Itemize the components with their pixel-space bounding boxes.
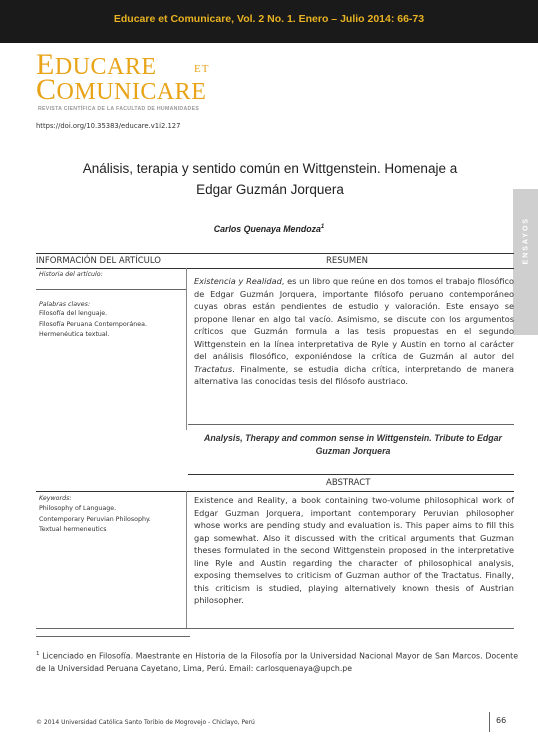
column-divider-2 <box>186 491 187 628</box>
keyword-es: Hermenéutica textual. <box>39 331 110 338</box>
logo-subtitle: REVISTA CIENTÍFICA DE LA FACULTAD DE HUMANIDADES <box>38 106 200 112</box>
keyword-en: Contemporary Peruvian Philosophy. <box>39 515 151 523</box>
column-divider-1 <box>186 268 187 430</box>
title-line-2: Edgar Guzmán Jorquera <box>196 182 344 197</box>
abstract-heading: ABSTRACT <box>326 478 371 488</box>
rule-en-title-top <box>188 424 514 425</box>
abstract-text: Existence and Reality, a book containing two-volume philosophical work of Edgar Guzman Jorquera, important contemporary Peruvian philosopher whose works are pending study and evaluation is. This paper aims to fill this gap somewhat. Also it discussed with the critical arguments that Guzman theses formulated in the second Wittgenstein proposed in the interpretative line Ryle and Austin regarding the character of philosophical analysis, exposing themselves to criticism of Guzman author of the Tractatus. Finally, this criticism is studied, playing alternatively known thesis of Austrian philosopher. <box>194 495 514 605</box>
keywords-es-label: Palabras claves: <box>39 301 91 308</box>
keyword-en: Textual hermeneutics <box>39 526 107 533</box>
section-label: ENSAYOS <box>522 216 530 265</box>
journal-logo <box>36 48 296 112</box>
rule-history <box>36 289 186 290</box>
keyword-es: Filosofía Peruana Contemporánea. <box>39 320 147 328</box>
english-title: Analysis, Therapy and common sense in Wittgenstein. Tribute to Edgar Guzman Jorquera <box>204 433 502 456</box>
keywords-es-list <box>39 309 147 341</box>
keywords-en-list <box>39 504 151 536</box>
info-heading: INFORMACIÓN DEL ARTÍCULO <box>36 256 161 266</box>
logo-et: ET <box>194 63 210 75</box>
rule-heading-bottom <box>36 268 514 269</box>
rule-abstract-heading-bottom <box>36 491 514 492</box>
keyword-es: Filosofía del lenguaje. <box>39 310 108 317</box>
article-title <box>30 158 510 200</box>
title-line-1: Análisis, terapia y sentido común en Wittgenstein. Homenaje a <box>82 161 458 176</box>
keywords-en-label: Keywords: <box>39 495 72 502</box>
rule-abstract-top <box>188 474 514 475</box>
logo-line-educare: EDUCARE <box>36 48 157 81</box>
copyright-footer: © 2014 Universidad Católica Santo Toribio de Mogrovejo - Chiclayo, Perú <box>36 719 255 726</box>
footnote: $^1$ Licenciado en Filosofía. Maestrante en Historia de la Filosofía por la Universidad Nacional Mayor de San Marcos. Docente de la Universidad Peruana Cayetano, Lima, Perú. Email: carlosquenaya@upch.pe <box>36 651 518 673</box>
keyword-en: Philosophy of Language. <box>39 505 117 512</box>
author-name: Carlos Quenaya Mendoza$^1$ <box>213 224 325 234</box>
logo-line-comunicare: COMUNICARE <box>36 73 207 106</box>
page-number: 66 <box>496 716 507 725</box>
history-label: Historia del artículo: <box>39 271 103 278</box>
doi-link[interactable]: https://doi.org/10.35383/educare.v1i2.127 <box>36 122 181 130</box>
author-footnote-mark: 1 <box>320 224 325 231</box>
footer-divider <box>489 712 490 732</box>
journal-citation: Educare et Comunicare, Vol. 2 No. 1. Enero – Julio 2014: 66-73 <box>113 13 425 25</box>
rule-top <box>36 253 514 254</box>
footnote-separator <box>36 636 190 637</box>
section-side-tab <box>513 189 538 335</box>
journal-header-bar <box>0 0 538 43</box>
rule-bottom <box>36 628 514 629</box>
resumen-text: Existencia y Realidad, es un libro que reúne en dos tomos el trabajo filosófico de Edgar Guzmán Jorquera, importante filósofo peruano contemporáneo cuyas obras están pendientes de estudio y valoración. Este ensayo se propone llenar en algo tal vacío. Asimismo, se discute con los argumentos críticos que Guzmán formula a las tesis propuestas en el segundo Wittgenstein en la línea interpretativa de Ryle y Austin en torno al carácter del análisis filosófico, exponiéndose la crítica de Guzmán al autor del Tractatus. Finalmente, se estudia dicha crítica, interpretando de manera alternativa las conocidas tesis del filósofo austriaco. <box>194 276 515 386</box>
resumen-heading: RESUMEN <box>326 256 368 266</box>
